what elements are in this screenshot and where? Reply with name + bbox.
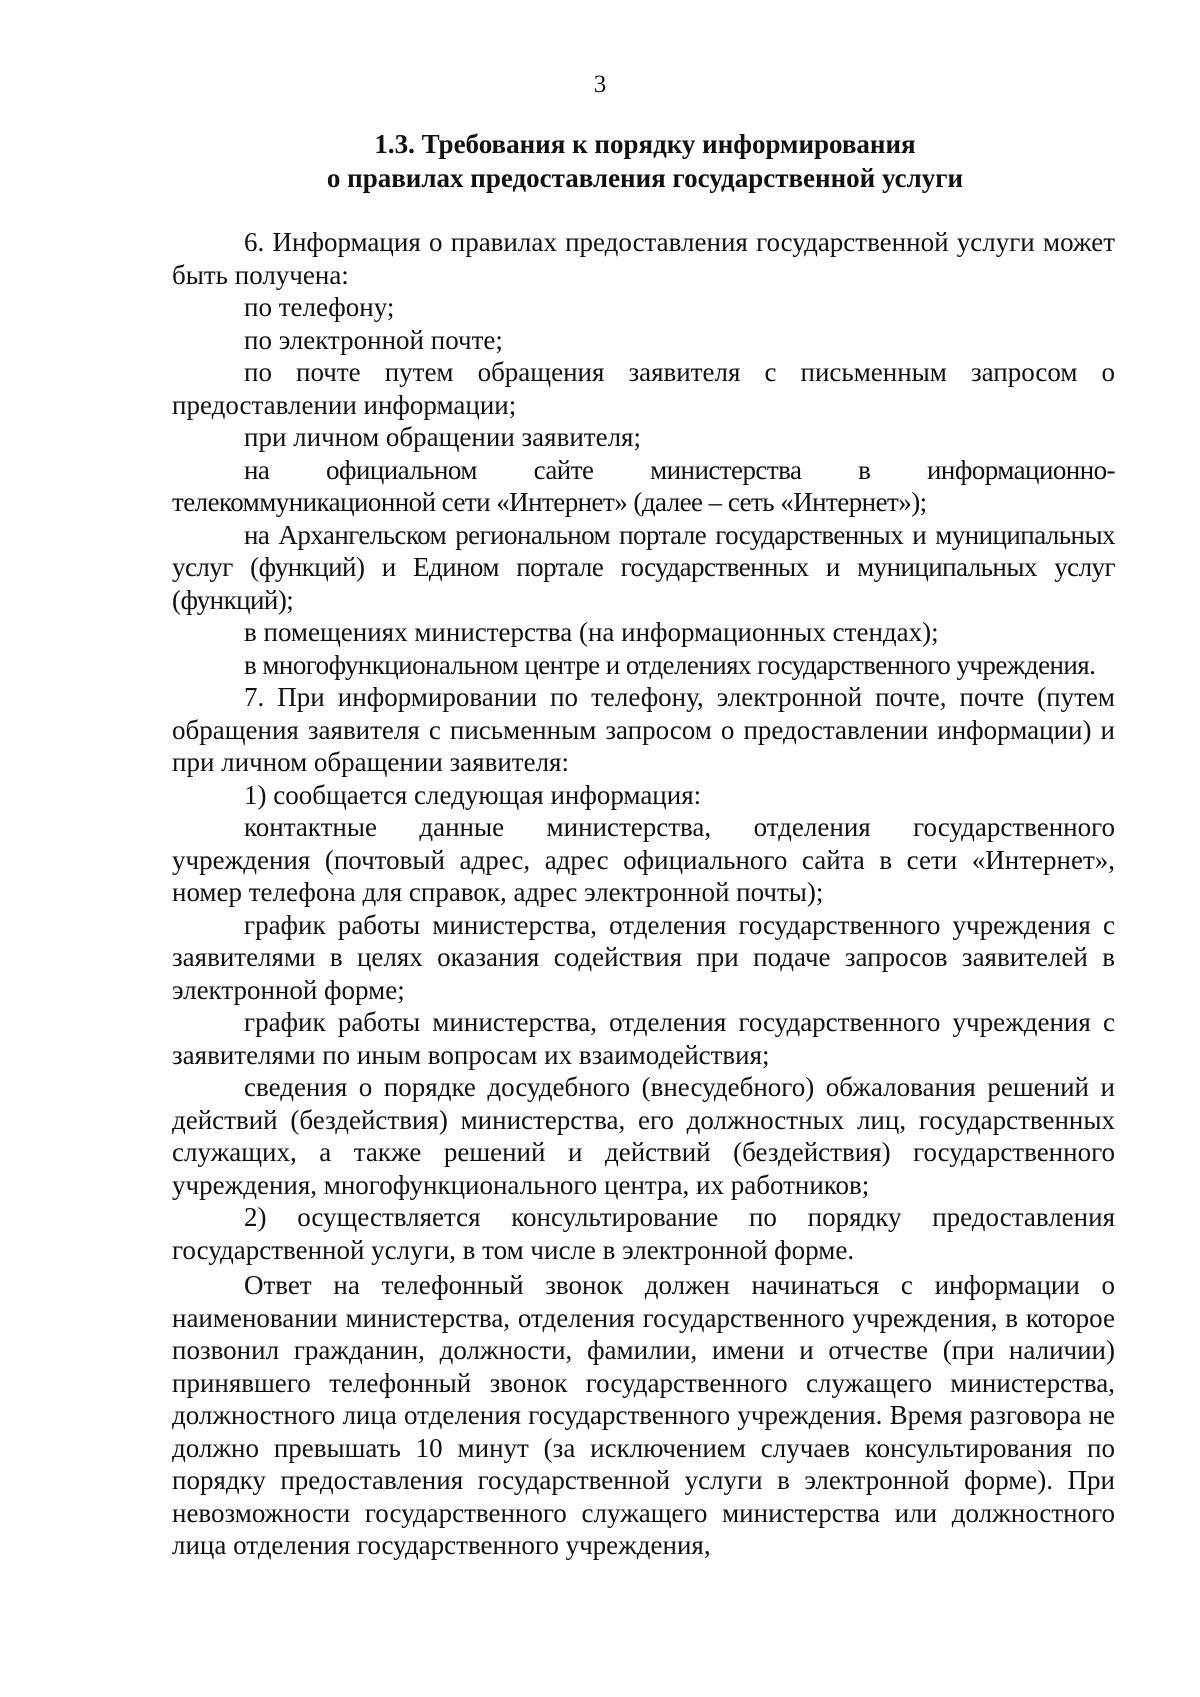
subitem-1: 1) сообщается следующая информация:	[244, 779, 702, 810]
section-heading-line-2: о правилах предоставления государственной услуги	[326, 163, 964, 193]
list-item-post: по почте путем обращения заявителя с письменным запросом о предоставлении информации;	[172, 357, 1115, 420]
list-item-ministry-premises: в помещениях министерства (на информационных стендах);	[244, 617, 939, 647]
paragraph-item-6: 6. Информация о правилах предоставления государственной услуги может быть получена:	[172, 227, 1115, 290]
page-number: 3	[593, 71, 607, 98]
list-item-schedule-other: график работы министерства, отделения государственного учреждения с заявителями по иным вопросам их взаимодействия;	[172, 1007, 1115, 1070]
paragraph-item-7: 7. При информировании по телефону, электронной почте, почте (путем обращения заявителя с письменным запросом о предоставлении информации) и при личном обращении заявителя:	[172, 682, 1115, 777]
list-item-contact-data: контактные данные министерства, отделения государственного учреждения (почтовый адрес, адрес официального сайта в сети «Интернет», номер телефона для справок, адрес электронной почты);	[172, 812, 1115, 907]
list-item-official-site: на официальном сайте министерства в информационно-телекоммуникационной сети «Интернет» (далее – сеть «Интернет»);	[172, 454, 1115, 517]
list-item-email: по электронной почте;	[244, 324, 503, 355]
list-item-personal-visit: при личном обращении заявителя;	[244, 422, 641, 452]
list-item-appeal-procedure: сведения о порядке досудебного (внесудебного) обжалования решений и действий (бездействия) министерства, его должностных лиц, государственных служащих, а также решений и действий (бездействия) государственного учреждения, многофункционального центра, их работников;	[172, 1072, 1115, 1200]
list-item-phone: по телефону;	[244, 292, 395, 322]
paragraph-phone-answer: Ответ на телефонный звонок должен начинаться с информации о наименовании министерства, отделения государственного учреждения, в которое позвонил гражданин, должности, фамилии, имени и отчестве (при наличии) принявшего телефонный звонок государственного служащего министерства, должностного лица отделения государственного учреждения. Время разговора не должно превышать 10 минут (за исключением случаев консультирования по порядку предоставления государственной услуги в электронной форме). При невозможности государственного служащего министерства или должностного лица отделения государственного учреждения,	[172, 1270, 1115, 1560]
section-heading	[170, 127, 1120, 195]
list-item-schedule-electronic: график работы министерства, отделения государственного учреждения с заявителями в целях оказания содействия при подаче запросов заявителей в электронной форме;	[172, 909, 1115, 1005]
body-text	[172, 226, 1115, 1562]
list-item-portals: на Архангельском региональном портале государственных и муниципальных услуг (функций) и Едином портале государственных и муниципальных услуг (функций);	[172, 519, 1115, 615]
subitem-2: 2) осуществляется консультирование по порядку предоставления государственной услуги, в том числе в электронной форме.	[172, 1202, 1115, 1265]
list-item-mfc: в многофункциональном центре и отделениях государственного учреждения.	[244, 649, 1096, 680]
section-heading-line-1: 1.3. Требования к порядку информирования	[374, 129, 916, 159]
